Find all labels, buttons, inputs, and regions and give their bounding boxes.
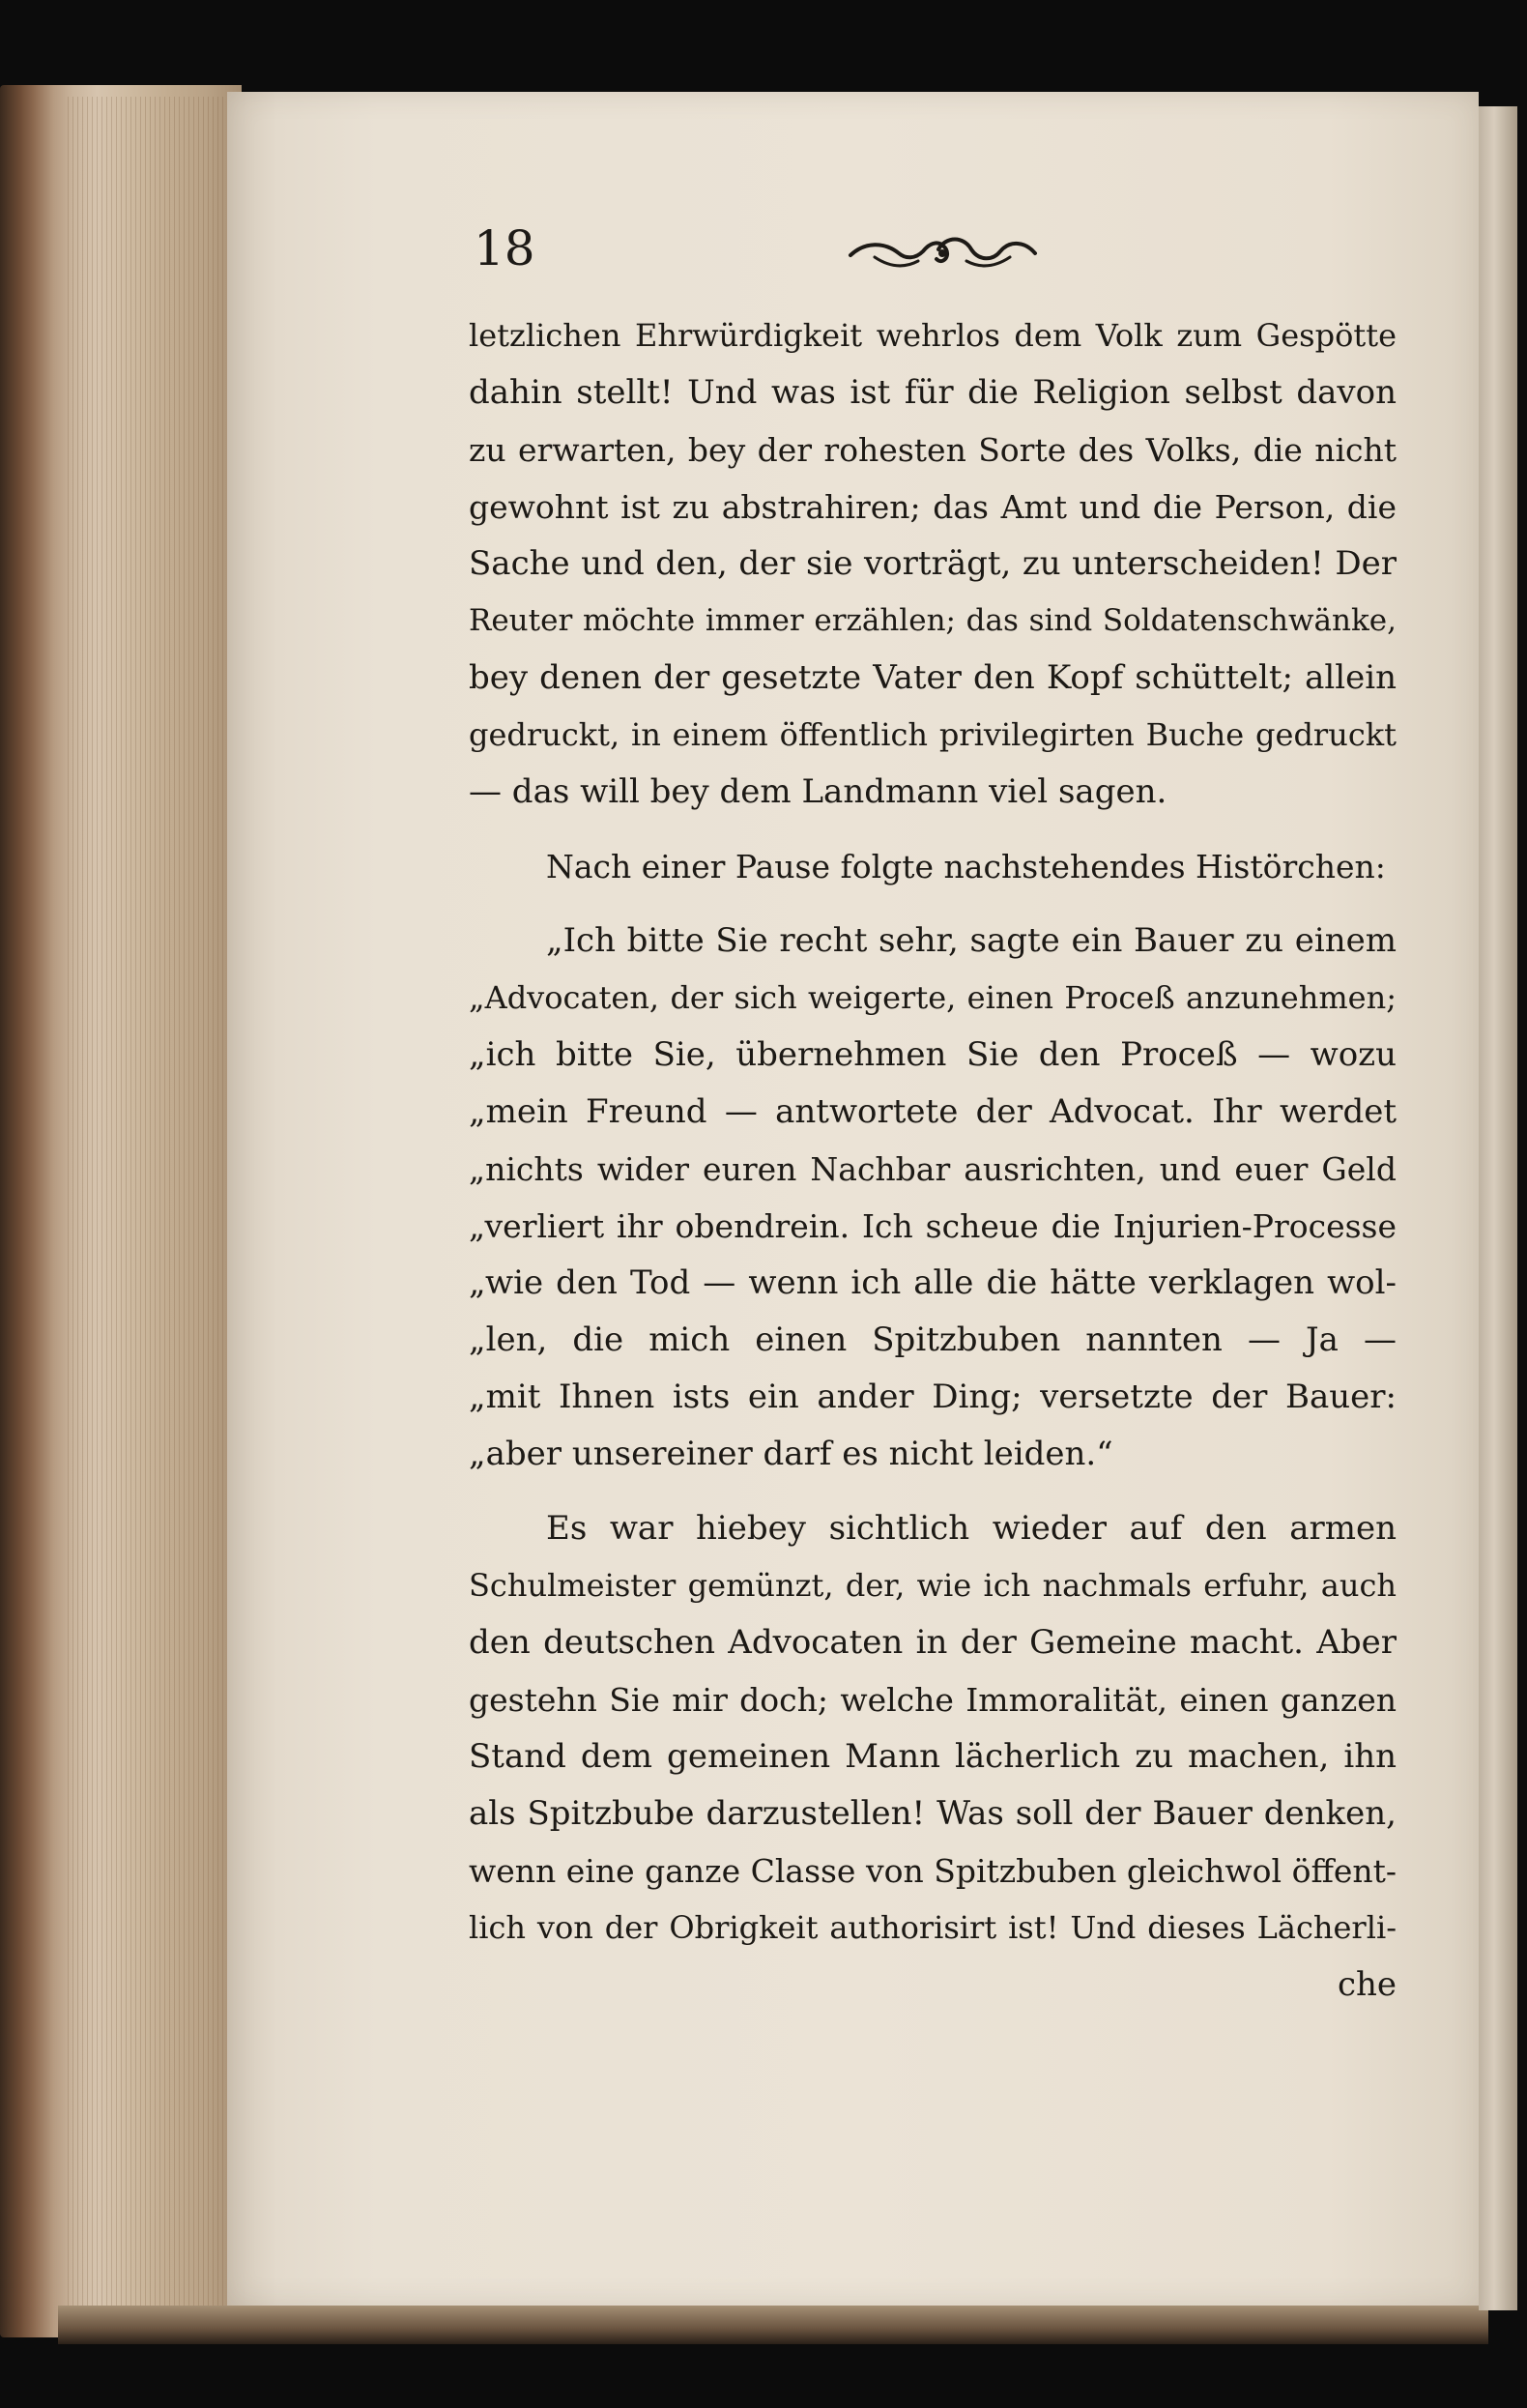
text-line: „Advocaten, der sich weigerte, einen Proceß anzunehmen; <box>469 979 1397 1016</box>
text-line: den deutschen Advocaten in der Gemeine macht. Aber <box>469 1623 1397 1662</box>
text-line: „Ich bitte Sie recht sehr, sagte ein Bauer zu einem <box>546 921 1397 960</box>
text-line: Sache und den, der sie vorträgt, zu unterscheiden! Der <box>469 544 1397 583</box>
page-number: 18 <box>474 220 535 276</box>
text-line: Es war hiebey sichtlich wieder auf den armen <box>546 1509 1397 1548</box>
text-line: als Spitzbube darzustellen! Was soll der Bauer denken, <box>469 1794 1397 1833</box>
text-line: zu erwarten, bey der rohesten Sorte des Volks, die nicht <box>469 431 1397 469</box>
text-line: wenn eine ganze Classe von Spitzbuben gleichwol öffent- <box>469 1852 1397 1890</box>
text-line: „verliert ihr obendrein. Ich scheue die Injurien-Processe <box>469 1207 1397 1245</box>
text-line: Schulmeister gemünzt, der, wie ich nachmals erfuhr, auch <box>469 1567 1397 1604</box>
text-line: letzlichen Ehrwürdigkeit wehrlos dem Volk zum Gespötte <box>469 317 1397 354</box>
text-line: Nach einer Pause folgte nachstehendes Histörchen: <box>546 848 1386 885</box>
text-line: Stand dem gemeinen Mann lächerlich zu machen, ihn <box>469 1737 1397 1776</box>
text-line: „nichts wider euren Nachbar ausrichten, und euer Geld <box>469 1150 1397 1188</box>
text-line: „wie den Tod — wenn ich alle die hätte verklagen wol- <box>469 1263 1397 1302</box>
book-bottom-edge <box>58 2306 1488 2344</box>
text-line: „aber unsereiner darf es nicht leiden.“ <box>469 1435 1113 1473</box>
text-line: gestehn Sie mir doch; welche Immoralität, einen ganzen <box>469 1681 1397 1719</box>
page-stack <box>68 97 232 2320</box>
book-right-edge <box>1479 106 1517 2310</box>
text-line: dahin stellt! Und was ist für die Religion selbst davon <box>469 373 1397 412</box>
text-line: „ich bitte Sie, übernehmen Sie den Proceß — wozu <box>469 1035 1397 1074</box>
page-header <box>474 220 1401 298</box>
catchword: che <box>1337 1965 1397 2004</box>
text-line: „mein Freund — antwortete der Advocat. Ihr werdet <box>469 1092 1397 1131</box>
text-line: gewohnt ist zu abstrahiren; das Amt und die Person, die <box>469 488 1397 526</box>
body-text <box>469 307 1397 2014</box>
text-line: „len, die mich einen Spitzbuben nannten — Ja — <box>469 1320 1397 1359</box>
text-line: „mit Ihnen ists ein ander Ding; versetzte der Bauer: <box>469 1378 1397 1416</box>
text-line: Reuter möchte immer erzählen; das sind Soldatenschwänke, <box>469 603 1397 638</box>
text-line: lich von der Obrigkeit authorisirt ist! Und dieses Lächerli- <box>469 1909 1397 1946</box>
text-line: — das will bey dem Landmann viel sagen. <box>469 772 1167 811</box>
text-line: bey denen der gesetzte Vater den Kopf schüttelt; allein <box>469 658 1397 697</box>
text-line: gedruckt, in einem öffentlich privilegirten Buche gedruckt <box>469 716 1397 753</box>
header-ornament-icon <box>846 228 1039 276</box>
